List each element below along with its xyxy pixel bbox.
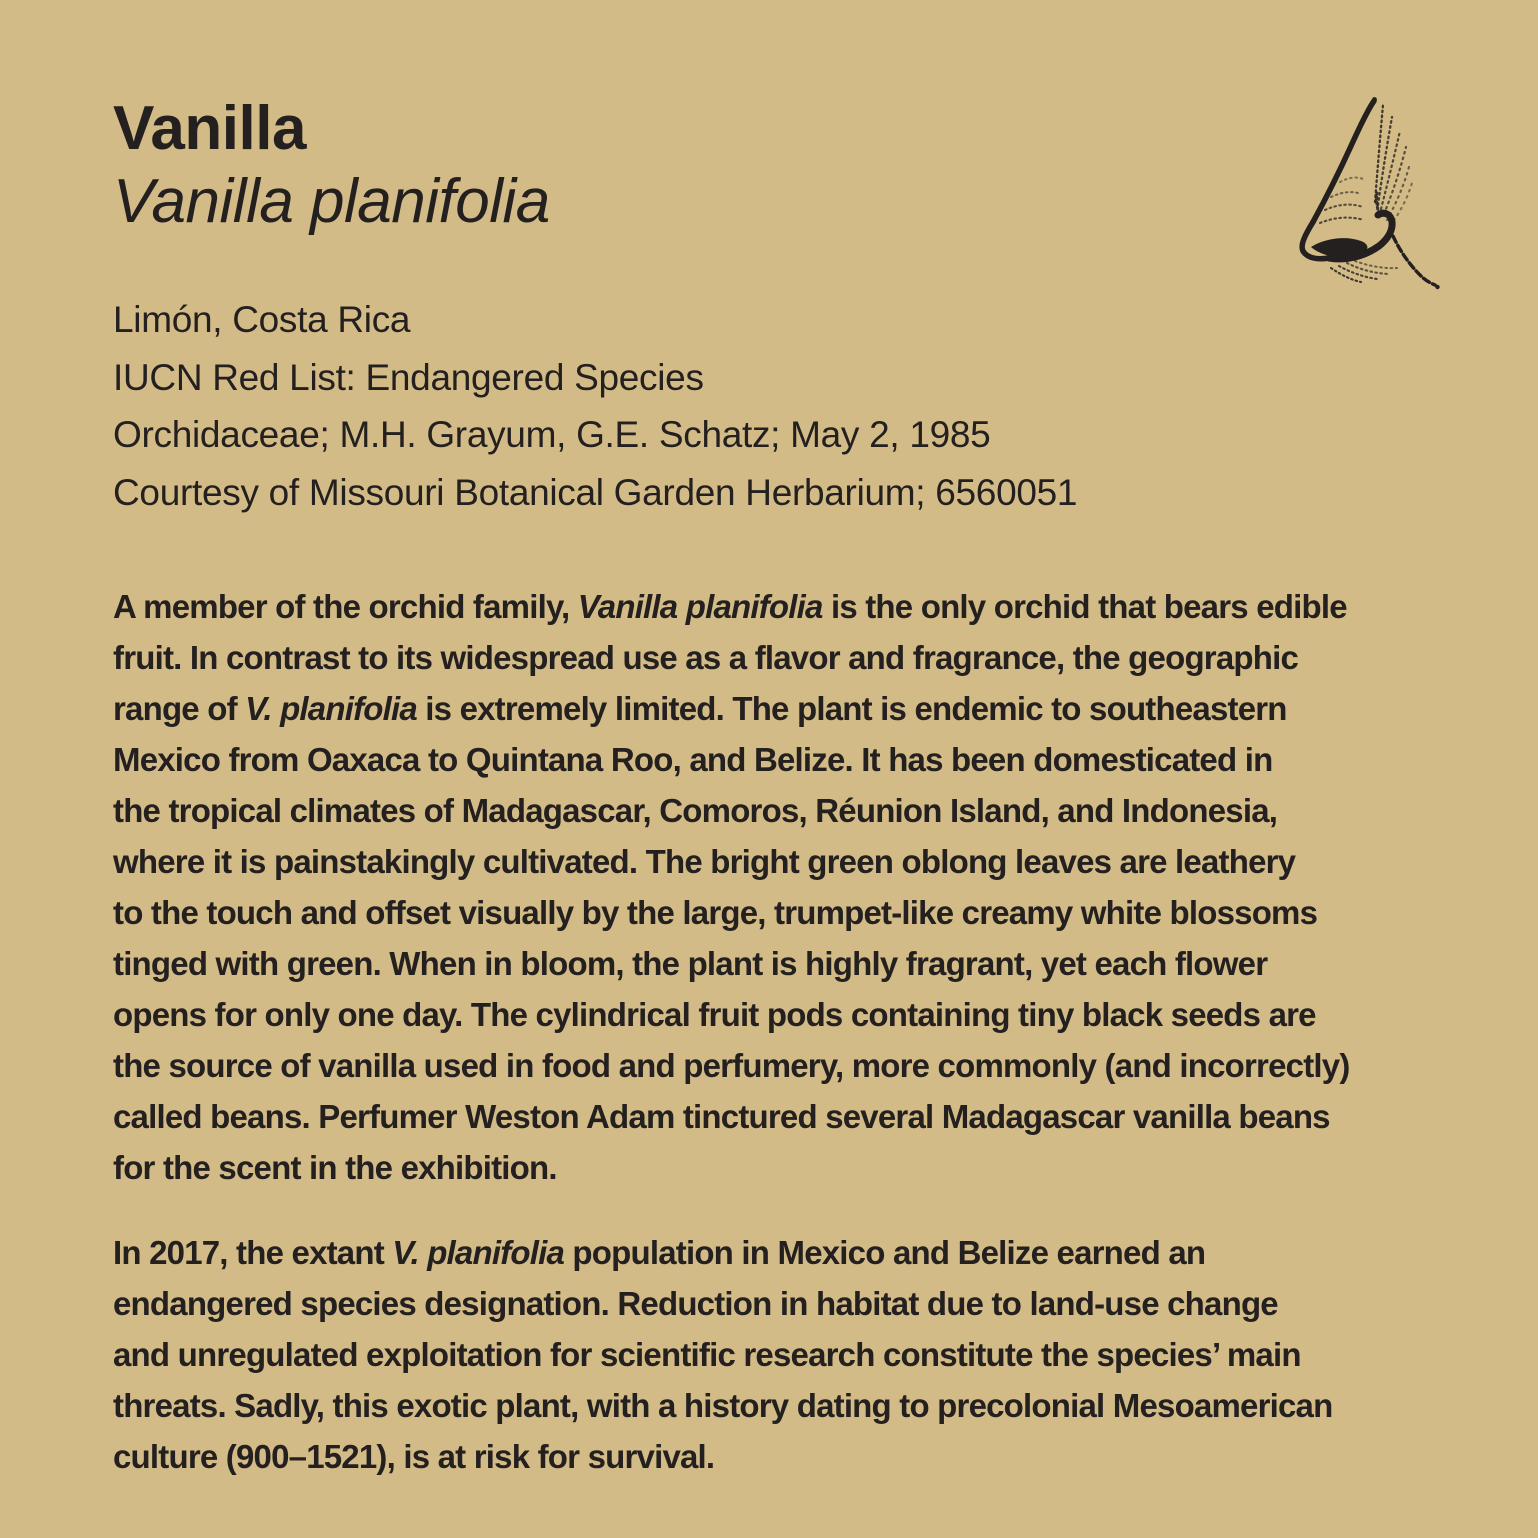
text-line [113,1329,1350,1380]
text-line [113,938,1350,989]
scientific-name: Vanilla planifolia [113,167,550,236]
text-line [113,581,1350,632]
text: the tropical climates of Madagascar, Comoros, Réunion Island, and Indonesia, [113,792,1278,829]
text-line [113,683,1350,734]
text: In 2017, the extant [113,1234,393,1271]
text-line [113,785,1350,836]
text: and unregulated exploitation for scientific research constitute the species’ main [113,1336,1301,1373]
text-line [113,734,1350,785]
text: A member of the orchid family, [113,588,578,625]
text: population in Mexico and Belize earned an [564,1234,1206,1271]
text: culture (900–1521), is at risk for survival. [113,1438,715,1475]
specimen-line: Limón, Costa Rica [113,299,411,340]
page-title: Vanilla [113,94,306,163]
text-line [113,632,1350,683]
text-line [113,1040,1350,1091]
nose-icon [1295,92,1443,297]
paragraph [113,1227,1350,1482]
text-line [113,836,1350,887]
text-line [113,989,1350,1040]
text: fruit. In contrast to its widespread use as a flavor and fragrance, the geographic [113,639,1299,676]
text-line [113,1380,1350,1431]
text: to the touch and offset visually by the large, trumpet-like creamy white blossoms [113,894,1318,931]
specimen-line: Orchidaceae; M.H. Grayum, G.E. Schatz; May 2, 1985 [113,414,991,455]
text-line [113,1091,1350,1142]
text: endangered species designation. Reduction in habitat due to land-use change [113,1285,1278,1322]
specimen-info [113,291,1077,521]
text-line [113,1431,1350,1482]
paragraph [113,581,1350,1193]
text: threats. Sadly, this exotic plant, with a history dating to precolonial Mesoamerican [113,1387,1333,1424]
text: where it is painstakingly cultivated. The bright green oblong leaves are leathery [113,843,1296,880]
title-block [113,92,550,238]
text: called beans. Perfumer Weston Adam tinctured several Madagascar vanilla beans [113,1098,1330,1135]
text: is the only orchid that bears edible [822,588,1347,625]
body-text [113,581,1350,1482]
specimen-line: Courtesy of Missouri Botanical Garden Herbarium; 6560051 [113,471,1078,513]
text: range of [113,690,246,727]
text: the source of vanilla used in food and perfumery, more commonly (and incorrectly) [113,1047,1350,1084]
text-line [113,1142,1350,1193]
italic-text: Vanilla planifolia [577,588,823,625]
text: tinged with green. When in bloom, the plant is highly fragrant, yet each flower [113,945,1268,982]
text: opens for only one day. The cylindrical fruit pods containing tiny black seeds are [113,996,1316,1033]
text-line [113,1278,1350,1329]
text: Mexico from Oaxaca to Quintana Roo, and Belize. It has been domesticated in [113,741,1273,778]
text: for the scent in the exhibition. [113,1149,557,1186]
italic-text: V. planifolia [392,1234,565,1271]
text-line [113,1227,1350,1278]
specimen-line: IUCN Red List: Endangered Species [113,356,704,398]
text: is extremely limited. The plant is endemic to southeastern [416,690,1287,727]
italic-text: V. planifolia [245,690,417,727]
text-line [113,887,1350,938]
